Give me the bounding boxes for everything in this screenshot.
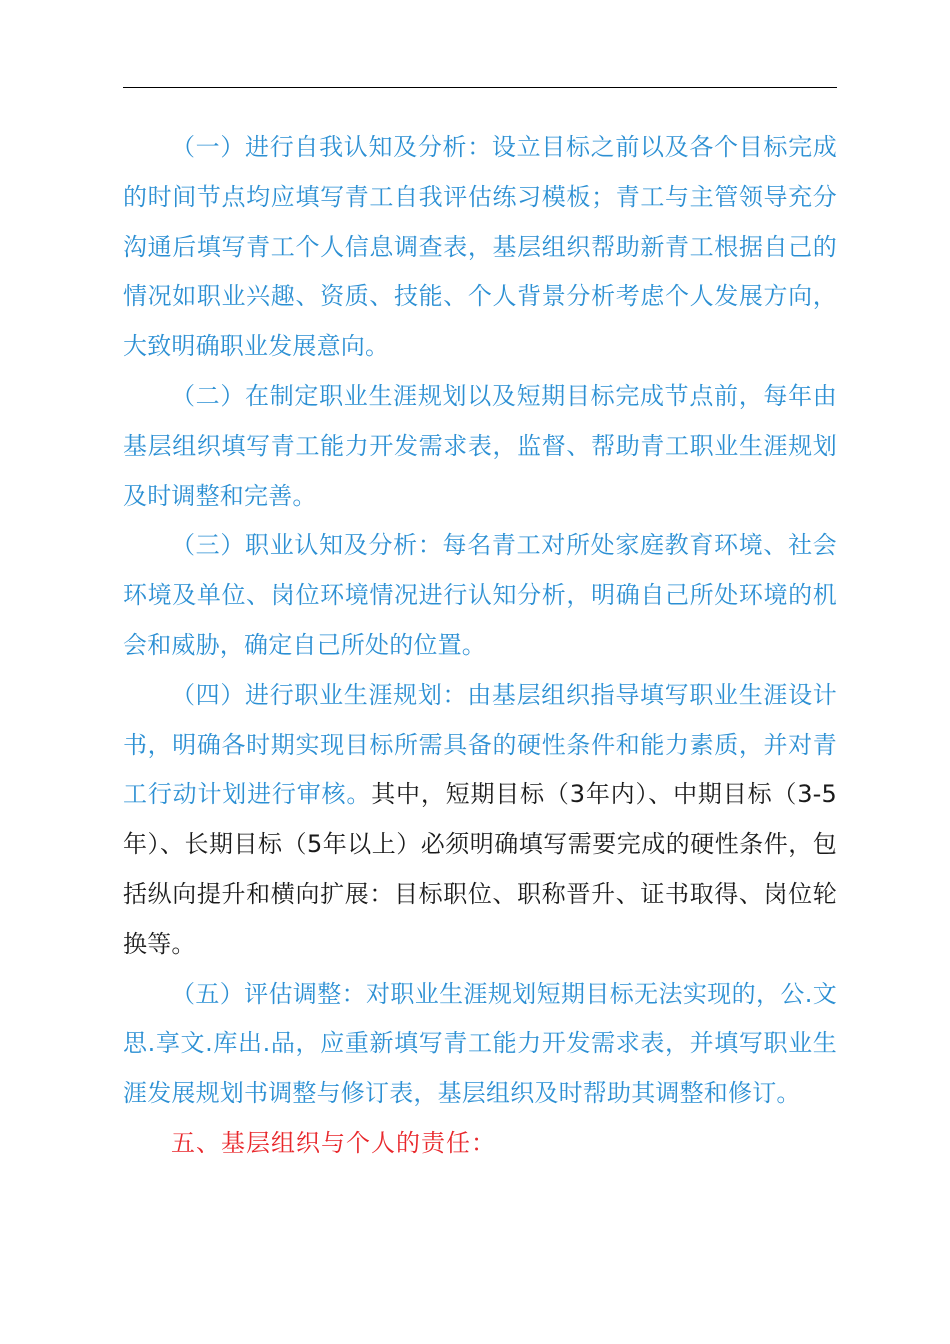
- paragraph-career-planning: [123, 671, 837, 970]
- paragraph-text: （一）进行自我认知及分析：设立目标之前以及各个目标完成的时间节点均应填写青工自我评估练习模板；青工与主管领导充分沟通后填写青工个人信息调查表，基层组织帮助新青工根据自己的情况如职业兴趣、资质、技能、个人背景分析考虑个人发展方向，大致明确职业发展意向。: [123, 133, 837, 361]
- header-rule: [123, 87, 837, 88]
- paragraph-text-black: 其中，短期目标（3年内）、中期目标（3-5年）、长期目标（5年以上）必须明确填写需要完成的硬性条件，包括纵向提升和横向扩展：目标职位、职称晋升、证书取得、岗位轮换等。: [123, 780, 838, 958]
- paragraph-text: （三）职业认知及分析：每名青工对所处家庭教育环境、社会环境及单位、岗位环境情况进行认知分析，明确自己所处环境的机会和威胁，确定自己所处的位置。: [123, 531, 837, 659]
- paragraph-ability-needs: [123, 372, 837, 521]
- paragraph-evaluation-adjustment: [123, 970, 837, 1119]
- paragraph-text-blue: （四）进行职业生涯规划：由基层组织指导填写职业生涯设计书，明确各时期实现目标所需具备的硬性条件和能力素质，并对青工行动计划进行审核。: [123, 680, 837, 809]
- paragraph-text: （五）评估调整：对职业生涯规划短期目标无法实现的，公.文思.享文.库出.品，应重新填写青工能力开发需求表，并填写职业生涯发展规划书调整与修订表，基层组织及时帮助其调整和修订。: [123, 979, 837, 1108]
- document-body: [123, 123, 837, 1169]
- paragraph-text: （二）在制定职业生涯规划以及短期目标完成节点前，每年由基层组织填写青工能力开发需求表，监督、帮助青工职业生涯规划及时调整和完善。: [123, 381, 837, 510]
- section-heading: 五、基层组织与个人的责任：: [171, 1128, 496, 1157]
- paragraph-self-assessment: [123, 123, 837, 372]
- paragraph-career-cognition: [123, 521, 837, 670]
